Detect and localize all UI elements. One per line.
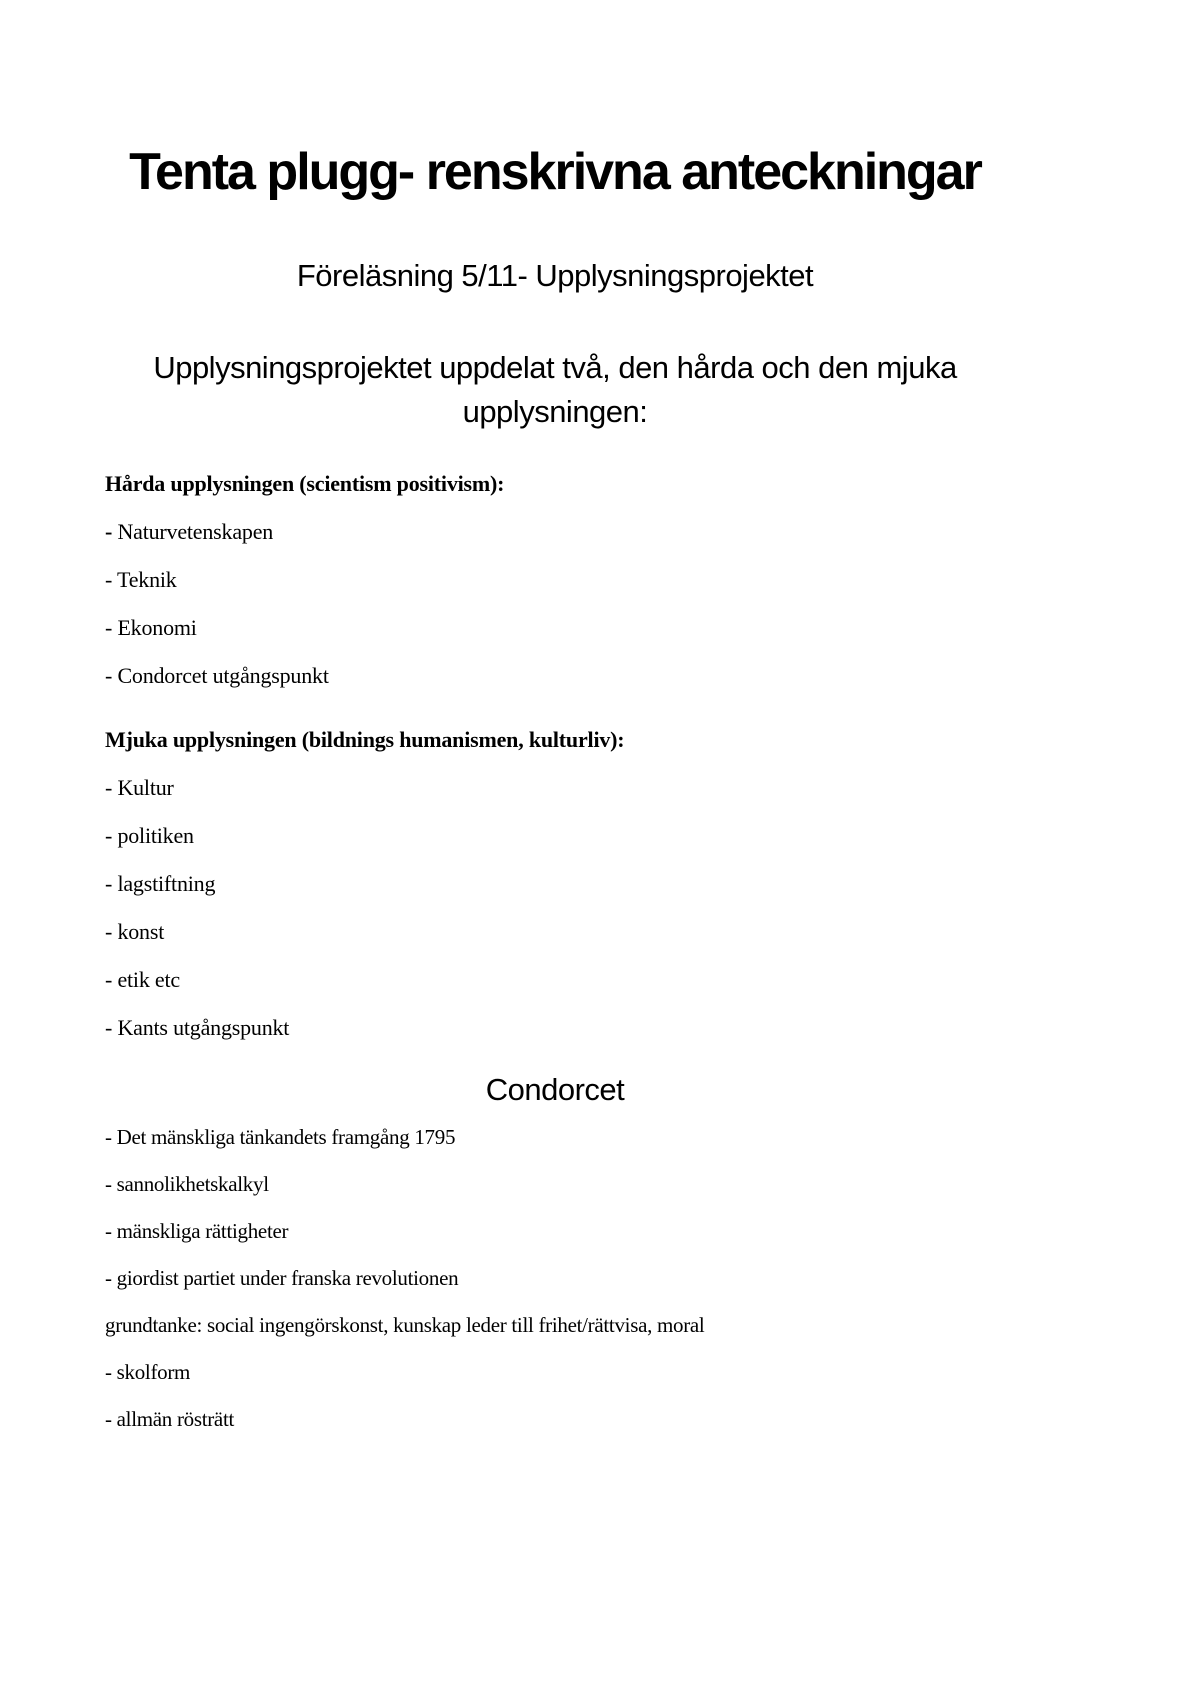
hard-enlightenment-heading: Hårda upplysningen (scientism positivism): (105, 471, 505, 496)
list-item-dash: - (105, 615, 118, 640)
list-item-text: konst (117, 919, 165, 944)
list-item-text: politiken (117, 823, 194, 848)
list-item-dash: - (105, 871, 118, 896)
list-item (105, 966, 1005, 994)
list-item (105, 822, 1005, 850)
list-item (105, 662, 1005, 690)
list-item-dash: - (105, 519, 118, 544)
list-item (105, 774, 1005, 802)
list-item-dash: - (105, 967, 118, 992)
list-item (105, 918, 1005, 946)
list-item (105, 1014, 1005, 1042)
document-title: Tenta plugg- renskrivna anteckningar (129, 143, 981, 201)
soft-enlightenment-heading: Mjuka upplysningen (bildnings humanismen, kulturliv): (105, 727, 625, 752)
list-item-text: Condorcet utgångspunkt (117, 663, 329, 688)
list-item-dash: - (105, 775, 118, 800)
list-item: - giordist partiet under franska revolutionen (105, 1266, 459, 1290)
list-item (105, 566, 1005, 594)
list-item-text: Ekonomi (117, 615, 197, 640)
lecture-heading: Föreläsning 5/11- Upplysningsprojektet (296, 258, 814, 293)
list-item: grundtanke: social ingengörskonst, kunskap leder till frihet/rättvisa, moral (105, 1313, 705, 1337)
list-item: - skolform (105, 1360, 191, 1384)
list-item: - sannolikhetskalkyl (105, 1172, 269, 1196)
section-heading-upplysningsprojektet: Upplysningsprojektet uppdelat två, den hårda och den mjuka upplysningen: (153, 350, 957, 429)
list-item-text: Teknik (117, 567, 177, 592)
list-item-text: Naturvetenskapen (117, 519, 274, 544)
list-item-text: Kants utgångspunkt (117, 1015, 290, 1040)
list-item (105, 614, 1005, 642)
list-item-dash: - (105, 567, 118, 592)
list-item-text: etik etc (117, 967, 180, 992)
list-item-dash: - (105, 919, 118, 944)
list-item-text: lagstiftning (117, 871, 216, 896)
list-item-text: Kultur (117, 775, 174, 800)
list-item-dash: - (105, 823, 118, 848)
condorcet-list (105, 1124, 1005, 1433)
list-item-dash: - (105, 663, 118, 688)
list-item-dash: - (105, 1015, 118, 1040)
list-item: - mänskliga rättigheter (105, 1219, 289, 1243)
list-item: - allmän rösträtt (105, 1407, 235, 1431)
list-item: - Det mänskliga tänkandets framgång 1795 (105, 1125, 456, 1149)
section-heading-condorcet: Condorcet (485, 1072, 625, 1107)
list-item (105, 518, 1005, 546)
list-item (105, 870, 1005, 898)
